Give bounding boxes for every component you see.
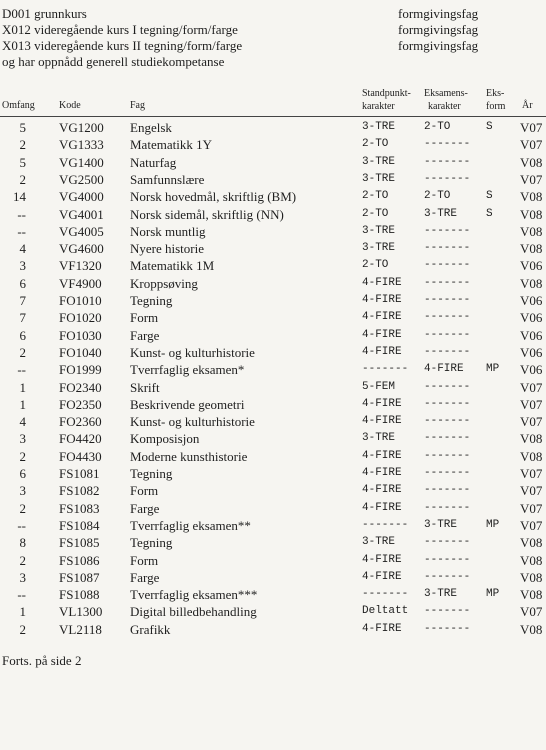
omfang-cell: 3 (19, 258, 26, 274)
kode-cell: FS1086 (59, 552, 100, 568)
header-kode: Kode (59, 100, 81, 111)
standpunkt-grade-cell: 4-FIRE (362, 501, 402, 514)
kode-cell: FO2340 (59, 379, 102, 395)
table-row (0, 397, 546, 414)
omfang-cell: 3 (19, 431, 26, 447)
fag-cell: Grafikk (130, 621, 171, 637)
kode-cell: FO2350 (59, 396, 102, 412)
fag-cell: Tegning (130, 535, 173, 551)
exam-grade-cell: 2-TO (424, 121, 451, 133)
year-cell: V07 (520, 379, 543, 395)
year-cell: V06 (520, 362, 543, 378)
kode-cell: VL2118 (59, 621, 102, 637)
table-row (0, 553, 546, 570)
header-divider (0, 116, 546, 117)
table-row (0, 535, 546, 552)
kode-cell: FO1010 (59, 293, 102, 308)
omfang-cell: 8 (19, 535, 26, 551)
kode-cell: VG1200 (59, 120, 104, 135)
exam-grade-cell: ------- (424, 276, 471, 289)
year-cell: V08 (520, 189, 543, 205)
fag-cell: Farge (130, 327, 160, 343)
table-row (0, 483, 546, 500)
table-row (0, 414, 546, 431)
kode-cell: FS1084 (59, 517, 100, 533)
kode-cell: FO4420 (59, 431, 102, 447)
exam-form-cell: MP (486, 588, 500, 601)
table-row (0, 310, 546, 327)
table-row (0, 207, 546, 224)
table-row (0, 587, 546, 604)
standpunkt-grade-cell: 4-FIRE (362, 311, 402, 324)
year-cell: V08 (520, 587, 543, 603)
omfang-cell: -- (17, 517, 26, 533)
exam-grade-cell: 3-TRE (424, 518, 458, 531)
omfang-cell: 6 (19, 275, 26, 291)
year-cell: V08 (520, 621, 543, 637)
header-eksamens-line1: Eksamens- (424, 88, 468, 99)
standpunkt-grade-cell: 3-TRE (362, 224, 396, 237)
omfang-cell: 2 (19, 171, 26, 187)
table-row (0, 501, 546, 518)
table-row (0, 241, 546, 258)
exam-grade-cell: ------- (424, 605, 471, 618)
table-row (0, 155, 546, 172)
fag-cell: Farge (130, 500, 160, 516)
kode-cell: VG4005 (59, 223, 104, 239)
course-fag-1: formgivingsfag (398, 6, 479, 21)
kode-cell: VG4600 (59, 241, 104, 257)
fag-cell: Farge (130, 569, 160, 585)
standpunkt-grade-cell: 4-FIRE (362, 467, 402, 479)
course-line-2: X012 videregående kurs I tegning/form/farge (2, 22, 238, 37)
kode-cell: VG2500 (59, 171, 104, 187)
header-ar: År (522, 100, 533, 111)
fag-cell: Norsk muntlig (130, 223, 206, 239)
omfang-cell: 1 (19, 604, 26, 620)
standpunkt-grade-cell: 4-FIRE (362, 397, 402, 410)
standpunkt-grade-cell: 4-FIRE (362, 553, 402, 566)
table-row (0, 328, 546, 345)
standpunkt-grade-cell: 3-TRE (362, 242, 396, 255)
header-eksform-line2: form (486, 101, 506, 112)
fag-cell: Engelsk (130, 120, 172, 135)
standpunkt-grade-cell: 4-FIRE (362, 345, 402, 358)
fag-cell: Moderne kunsthistorie (130, 448, 248, 464)
year-cell: V08 (520, 431, 543, 447)
kode-cell: FO2360 (59, 414, 102, 430)
kode-cell: FO1999 (59, 362, 102, 378)
omfang-cell: 5 (19, 154, 26, 170)
standpunkt-grade-cell: 3-TRE (362, 432, 396, 445)
fag-cell: Digital billedbehandling (130, 604, 257, 620)
kode-cell: FO4430 (59, 448, 102, 464)
standpunkt-grade-cell: 4-FIRE (362, 276, 402, 289)
year-cell: V06 (520, 310, 543, 326)
year-cell: V08 (520, 569, 543, 585)
exam-form-cell: S (486, 121, 493, 133)
kode-cell: VL1300 (59, 604, 103, 620)
exam-grade-cell: ------- (424, 138, 471, 151)
year-cell: V07 (520, 171, 543, 187)
omfang-cell: -- (17, 587, 26, 603)
fag-cell: Skrift (130, 379, 160, 395)
fag-cell: Tegning (130, 293, 173, 308)
standpunkt-grade-cell: 3-TRE (362, 155, 396, 168)
standpunkt-grade-cell: 4-FIRE (362, 484, 402, 497)
year-cell: V07 (520, 466, 543, 481)
omfang-cell: 6 (19, 327, 26, 343)
exam-grade-cell: ------- (424, 224, 471, 237)
course-fag-3: formgivingsfag (398, 38, 479, 53)
exam-grade-cell: 3-TRE (424, 207, 458, 220)
exam-form-cell: S (486, 207, 493, 220)
standpunkt-grade-cell: 4-FIRE (362, 328, 402, 341)
omfang-cell: 2 (19, 552, 26, 568)
table-row (0, 466, 546, 483)
kode-cell: FO1030 (59, 327, 102, 343)
standpunkt-grade-cell: ------- (362, 588, 409, 601)
exam-form-cell: MP (486, 363, 500, 376)
header-standpunkt-line1: Standpunkt- (362, 88, 411, 99)
year-cell: V08 (520, 552, 543, 568)
table-row (0, 224, 546, 241)
omfang-cell: 4 (19, 241, 26, 257)
year-cell: V07 (520, 396, 543, 412)
standpunkt-grade-cell: Deltatt (362, 605, 409, 618)
omfang-cell: 2 (19, 344, 26, 360)
exam-grade-cell: ------- (424, 467, 471, 479)
kode-cell: FO1040 (59, 344, 102, 360)
omfang-cell: 3 (19, 569, 26, 585)
year-cell: V08 (520, 223, 543, 239)
fag-cell: Form (130, 310, 159, 326)
standpunkt-grade-cell: ------- (362, 518, 409, 531)
standpunkt-grade-cell: 4-FIRE (362, 415, 402, 428)
standpunkt-grade-cell: 2-TO (362, 259, 389, 272)
exam-grade-cell: ------- (424, 311, 471, 324)
fag-cell: Matematikk 1Y (130, 137, 212, 153)
exam-grade-cell: ------- (424, 155, 471, 168)
exam-form-cell: MP (486, 518, 500, 531)
table-row (0, 345, 546, 362)
omfang-cell: 2 (19, 621, 26, 637)
fag-cell: Tverrfaglig eksamen*** (130, 587, 258, 603)
table-row (0, 293, 546, 310)
table-row (0, 172, 546, 189)
fag-cell: Samfunnslære (130, 171, 205, 187)
exam-grade-cell: ------- (424, 172, 471, 185)
kode-cell: VG4000 (59, 189, 104, 205)
exam-grade-cell: ------- (424, 259, 471, 272)
kode-cell: FO1020 (59, 310, 102, 326)
table-row (0, 137, 546, 154)
exam-grade-cell: ------- (424, 415, 471, 428)
standpunkt-grade-cell: 4-FIRE (362, 449, 402, 462)
standpunkt-grade-cell: ------- (362, 363, 409, 376)
year-cell: V07 (520, 517, 543, 533)
header-eksamens-line2: karakter (428, 101, 461, 112)
kode-cell: VF1320 (59, 258, 102, 274)
omfang-cell: -- (17, 362, 26, 378)
exam-grade-cell: ------- (424, 536, 471, 549)
year-cell: V07 (520, 414, 543, 430)
table-row (0, 431, 546, 448)
course-line-3: X013 videregående kurs II tegning/form/farge (2, 38, 243, 53)
fag-cell: Form (130, 552, 159, 568)
table-row (0, 604, 546, 621)
exam-grade-cell: ------- (424, 345, 471, 358)
year-cell: V08 (520, 154, 543, 170)
kode-cell: FS1087 (59, 569, 100, 585)
standpunkt-grade-cell: 2-TO (362, 207, 389, 220)
course-line-1: D001 grunnkurs (2, 6, 87, 21)
year-cell: V07 (520, 604, 543, 620)
omfang-cell: -- (17, 206, 26, 222)
fag-cell: Naturfag (130, 154, 177, 170)
exam-grade-cell: ------- (424, 328, 471, 341)
exam-grade-cell: ------- (424, 294, 471, 306)
table-row (0, 570, 546, 587)
header-eksform-line1: Eks- (486, 88, 505, 99)
exam-grade-cell: ------- (424, 432, 471, 445)
fag-cell: Tverrfaglig eksamen* (130, 362, 245, 378)
standpunkt-grade-cell: 2-TO (362, 138, 389, 151)
year-cell: V07 (520, 120, 543, 135)
kode-cell: FS1083 (59, 500, 100, 516)
omfang-cell: 2 (19, 448, 26, 464)
exam-grade-cell: 4-FIRE (424, 363, 464, 376)
table-row (0, 362, 546, 379)
omfang-cell: 4 (19, 414, 26, 430)
table-row (0, 518, 546, 535)
year-cell: V06 (520, 293, 543, 308)
standpunkt-grade-cell: 4-FIRE (362, 622, 402, 635)
standpunkt-grade-cell: 3-TRE (362, 536, 396, 549)
year-cell: V08 (520, 241, 543, 257)
year-cell: V08 (520, 206, 543, 222)
exam-form-cell: S (486, 190, 493, 203)
exam-grade-cell: ------- (424, 484, 471, 497)
omfang-cell: 14 (13, 189, 26, 205)
kode-cell: FS1088 (59, 587, 100, 603)
omfang-cell: 7 (19, 293, 26, 308)
year-cell: V08 (520, 535, 543, 551)
exam-grade-cell: 3-TRE (424, 588, 458, 601)
continuation-note: Forts. på side 2 (2, 653, 82, 668)
exam-grade-cell: ------- (424, 397, 471, 410)
header-standpunkt-line2: karakter (362, 101, 395, 112)
fag-cell: Komposisjon (130, 431, 200, 447)
table-row (0, 120, 546, 137)
competence-line: og har oppnådd generell studiekompetanse (2, 54, 225, 69)
omfang-cell: 6 (19, 466, 26, 481)
omfang-cell: 5 (19, 120, 26, 135)
standpunkt-grade-cell: 4-FIRE (362, 570, 402, 583)
omfang-cell: 1 (19, 379, 26, 395)
year-cell: V06 (520, 344, 543, 360)
omfang-cell: 1 (19, 396, 26, 412)
exam-grade-cell: 2-TO (424, 190, 451, 203)
table-row (0, 449, 546, 466)
table-row (0, 622, 546, 639)
year-cell: V07 (520, 483, 543, 499)
exam-grade-cell: ------- (424, 242, 471, 255)
header-omfang: Omfang (2, 100, 35, 111)
table-row (0, 258, 546, 275)
fag-cell: Form (130, 483, 159, 499)
fag-cell: Matematikk 1M (130, 258, 215, 274)
kode-cell: FS1081 (59, 466, 100, 481)
exam-grade-cell: ------- (424, 380, 471, 393)
fag-cell: Norsk sidemål, skriftlig (NN) (130, 206, 284, 222)
year-cell: V07 (520, 137, 543, 153)
omfang-cell: 7 (19, 310, 26, 326)
standpunkt-grade-cell: 4-FIRE (362, 294, 402, 306)
year-cell: V07 (520, 500, 543, 516)
course-fag-2: formgivingsfag (398, 22, 479, 37)
fag-cell: Nyere historie (130, 241, 205, 257)
omfang-cell: -- (17, 223, 26, 239)
exam-grade-cell: ------- (424, 449, 471, 462)
exam-grade-cell: ------- (424, 570, 471, 583)
kode-cell: VF4900 (59, 275, 102, 291)
standpunkt-grade-cell: 3-TRE (362, 121, 396, 133)
exam-grade-cell: ------- (424, 622, 471, 635)
fag-cell: Tverrfaglig eksamen** (130, 517, 251, 533)
kode-cell: FS1082 (59, 483, 100, 499)
omfang-cell: 3 (19, 483, 26, 499)
kode-cell: FS1085 (59, 535, 100, 551)
table-row (0, 380, 546, 397)
fag-cell: Kroppsøving (130, 275, 198, 291)
kode-cell: VG4001 (59, 206, 104, 222)
fag-cell: Tegning (130, 466, 173, 481)
fag-cell: Norsk hovedmål, skriftlig (BM) (130, 189, 297, 205)
year-cell: V08 (520, 448, 543, 464)
year-cell: V06 (520, 258, 543, 274)
fag-cell: Beskrivende geometri (130, 396, 245, 412)
standpunkt-grade-cell: 5-FEM (362, 380, 396, 393)
exam-grade-cell: ------- (424, 553, 471, 566)
header-fag: Fag (130, 100, 145, 111)
kode-cell: VG1333 (59, 137, 104, 153)
standpunkt-grade-cell: 3-TRE (362, 172, 396, 185)
table-row (0, 276, 546, 293)
omfang-cell: 2 (19, 137, 26, 153)
exam-grade-cell: ------- (424, 501, 471, 514)
fag-cell: Kunst- og kulturhistorie (130, 414, 255, 430)
kode-cell: VG1400 (59, 154, 104, 170)
standpunkt-grade-cell: 2-TO (362, 190, 389, 203)
table-row (0, 189, 546, 206)
year-cell: V08 (520, 275, 543, 291)
fag-cell: Kunst- og kulturhistorie (130, 344, 255, 360)
omfang-cell: 2 (19, 500, 26, 516)
year-cell: V06 (520, 327, 543, 343)
